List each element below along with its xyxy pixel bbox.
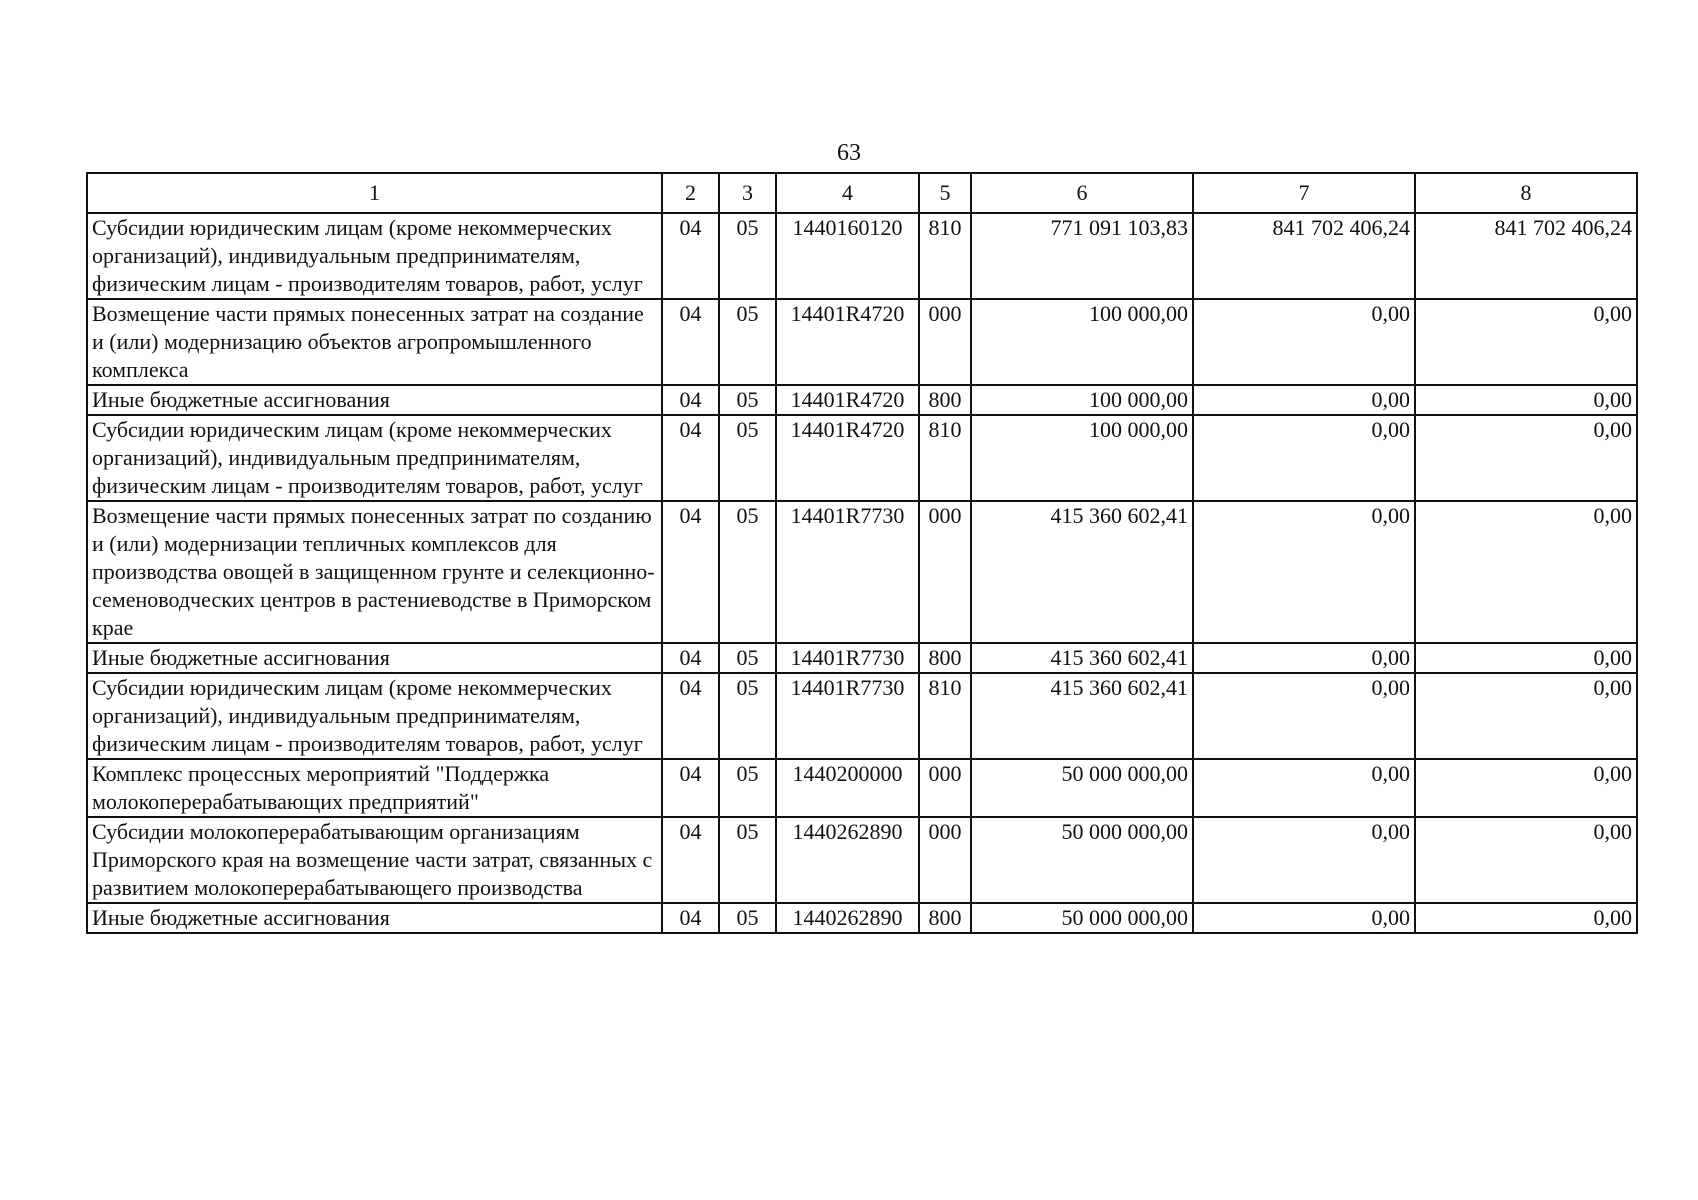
amount-col-7: 0,00 xyxy=(1193,415,1415,501)
table-row xyxy=(87,501,1637,643)
expense-type-code: 800 xyxy=(919,385,971,415)
amount-col-7: 0,00 xyxy=(1193,299,1415,385)
section-code: 04 xyxy=(662,643,719,673)
expense-type-code: 800 xyxy=(919,643,971,673)
subsection-code: 05 xyxy=(719,759,776,817)
column-header: 4 xyxy=(776,173,919,213)
section-code: 04 xyxy=(662,817,719,903)
target-article-code: 14401R7730 xyxy=(776,501,919,643)
row-name: Субсидии юридическим лицам (кроме некоммерческих организаций), индивидуальным предпринимателям, физическим лицам - производителям товаров, работ, услуг xyxy=(87,415,662,501)
section-code: 04 xyxy=(662,299,719,385)
subsection-code: 05 xyxy=(719,299,776,385)
row-name: Иные бюджетные ассигнования xyxy=(87,903,662,933)
expense-type-code: 810 xyxy=(919,673,971,759)
amount-col-8: 0,00 xyxy=(1415,673,1637,759)
amount-col-8: 0,00 xyxy=(1415,759,1637,817)
table-row xyxy=(87,673,1637,759)
subsection-code: 05 xyxy=(719,415,776,501)
column-header: 7 xyxy=(1193,173,1415,213)
amount-col-6: 50 000 000,00 xyxy=(971,817,1193,903)
section-code: 04 xyxy=(662,903,719,933)
column-header: 2 xyxy=(662,173,719,213)
amount-col-6: 771 091 103,83 xyxy=(971,213,1193,299)
table-row xyxy=(87,299,1637,385)
section-code: 04 xyxy=(662,673,719,759)
subsection-code: 05 xyxy=(719,501,776,643)
target-article-code: 14401R7730 xyxy=(776,673,919,759)
subsection-code: 05 xyxy=(719,817,776,903)
amount-col-6: 415 360 602,41 xyxy=(971,643,1193,673)
amount-col-8: 0,00 xyxy=(1415,385,1637,415)
amount-col-8: 0,00 xyxy=(1415,817,1637,903)
amount-col-6: 100 000,00 xyxy=(971,299,1193,385)
section-code: 04 xyxy=(662,415,719,501)
expense-type-code: 810 xyxy=(919,415,971,501)
expense-type-code: 000 xyxy=(919,501,971,643)
amount-col-8: 0,00 xyxy=(1415,415,1637,501)
amount-col-6: 50 000 000,00 xyxy=(971,759,1193,817)
target-article-code: 14401R4720 xyxy=(776,299,919,385)
row-name: Субсидии юридическим лицам (кроме некоммерческих организаций), индивидуальным предпринимателям, физическим лицам - производителям товаров, работ, услуг xyxy=(87,213,662,299)
amount-col-8: 0,00 xyxy=(1415,903,1637,933)
amount-col-7: 0,00 xyxy=(1193,817,1415,903)
amount-col-8: 0,00 xyxy=(1415,643,1637,673)
row-name: Иные бюджетные ассигнования xyxy=(87,643,662,673)
subsection-code: 05 xyxy=(719,643,776,673)
target-article-code: 14401R7730 xyxy=(776,643,919,673)
table-row xyxy=(87,759,1637,817)
row-name: Возмещение части прямых понесенных затрат по созданию и (или) модернизации тепличных комплексов для производства овощей в защищенном грунте и селекционно-семеноводческих центров в растениеводстве в Приморском крае xyxy=(87,501,662,643)
amount-col-7: 0,00 xyxy=(1193,643,1415,673)
header-row xyxy=(87,173,1637,213)
row-name: Возмещение части прямых понесенных затрат на создание и (или) модернизацию объектов агропромышленного комплекса xyxy=(87,299,662,385)
amount-col-7: 0,00 xyxy=(1193,903,1415,933)
expense-type-code: 800 xyxy=(919,903,971,933)
section-code: 04 xyxy=(662,213,719,299)
row-name: Субсидии молокоперерабатывающим организациям Приморского края на возмещение части затрат, связанных с развитием молокоперерабатывающего производства xyxy=(87,817,662,903)
target-article-code: 1440200000 xyxy=(776,759,919,817)
amount-col-8: 841 702 406,24 xyxy=(1415,213,1637,299)
row-name: Комплекс процессных мероприятий "Поддержка молокоперерабатывающих предприятий" xyxy=(87,759,662,817)
section-code: 04 xyxy=(662,759,719,817)
column-header: 8 xyxy=(1415,173,1637,213)
subsection-code: 05 xyxy=(719,385,776,415)
expense-type-code: 810 xyxy=(919,213,971,299)
amount-col-8: 0,00 xyxy=(1415,501,1637,643)
section-code: 04 xyxy=(662,501,719,643)
column-header: 3 xyxy=(719,173,776,213)
section-code: 04 xyxy=(662,385,719,415)
expense-type-code: 000 xyxy=(919,759,971,817)
target-article-code: 14401R4720 xyxy=(776,415,919,501)
amount-col-6: 100 000,00 xyxy=(971,385,1193,415)
expense-type-code: 000 xyxy=(919,817,971,903)
amount-col-6: 100 000,00 xyxy=(971,415,1193,501)
table-row xyxy=(87,213,1637,299)
target-article-code: 1440262890 xyxy=(776,817,919,903)
amount-col-7: 0,00 xyxy=(1193,501,1415,643)
amount-col-6: 50 000 000,00 xyxy=(971,903,1193,933)
amount-col-6: 415 360 602,41 xyxy=(971,501,1193,643)
subsection-code: 05 xyxy=(719,673,776,759)
table-row xyxy=(87,643,1637,673)
amount-col-7: 841 702 406,24 xyxy=(1193,213,1415,299)
row-name: Иные бюджетные ассигнования xyxy=(87,385,662,415)
subsection-code: 05 xyxy=(719,903,776,933)
target-article-code: 1440160120 xyxy=(776,213,919,299)
column-header: 1 xyxy=(87,173,662,213)
subsection-code: 05 xyxy=(719,213,776,299)
amount-col-8: 0,00 xyxy=(1415,299,1637,385)
column-header: 6 xyxy=(971,173,1193,213)
table-row xyxy=(87,817,1637,903)
page-number: 63 xyxy=(837,140,861,166)
row-name: Субсидии юридическим лицам (кроме некоммерческих организаций), индивидуальным предпринимателям, физическим лицам - производителям товаров, работ, услуг xyxy=(87,673,662,759)
column-header: 5 xyxy=(919,173,971,213)
expense-type-code: 000 xyxy=(919,299,971,385)
budget-table xyxy=(86,172,1638,934)
table-row xyxy=(87,385,1637,415)
amount-col-7: 0,00 xyxy=(1193,673,1415,759)
target-article-code: 1440262890 xyxy=(776,903,919,933)
target-article-code: 14401R4720 xyxy=(776,385,919,415)
amount-col-6: 415 360 602,41 xyxy=(971,673,1193,759)
table-row xyxy=(87,415,1637,501)
amount-col-7: 0,00 xyxy=(1193,759,1415,817)
table-row xyxy=(87,903,1637,933)
amount-col-7: 0,00 xyxy=(1193,385,1415,415)
